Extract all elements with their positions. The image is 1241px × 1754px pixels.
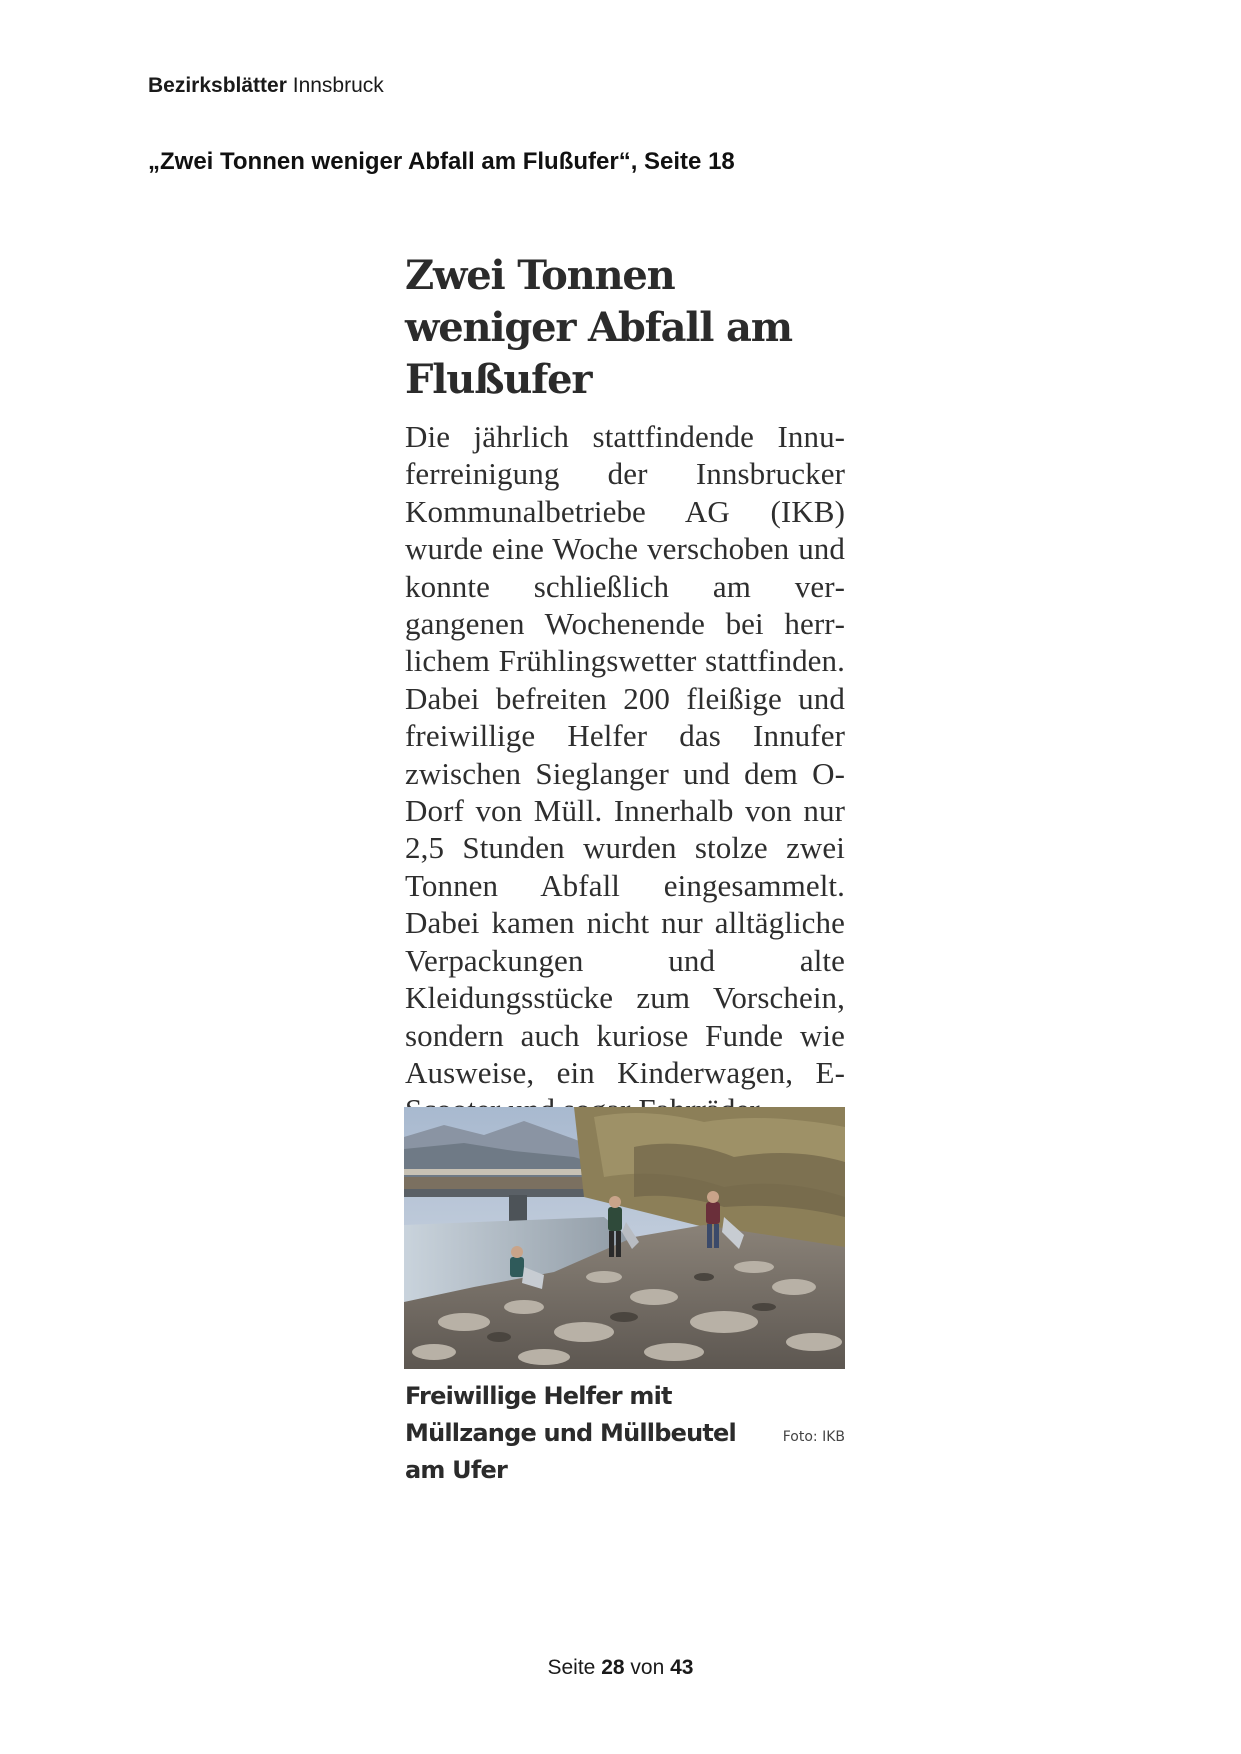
page-label: Seite — [547, 1656, 596, 1679]
publication-name: Bezirksblätter — [148, 74, 287, 97]
page-footer — [0, 1656, 1241, 1680]
current-page-number: 28 — [601, 1656, 625, 1679]
article-clipping — [405, 250, 845, 1129]
photo-caption-block — [405, 1378, 845, 1489]
photo-caption: Freiwillige Helfer mit Müllzange und Müllbeutel am Ufer — [405, 1382, 736, 1484]
page-separator: von — [630, 1656, 665, 1679]
photo-credit: Foto: IKB — [782, 1429, 845, 1445]
publication-header — [148, 74, 384, 98]
article-body: Die jährlich stattfindende Innuferreinigung der Innsbrucker Kommunalbetriebe AG (IKB) wurde eine Woche verschoben und konnte schließlich am vergangenen Wochenende bei herrlichem Frühlingswetter stattfinden. Dabei befreiten 200 fleißige und freiwillige Helfer das Innufer zwischen Sieglanger und dem O-Dorf von Müll. Innerhalb von nur 2,5 Stunden wurden stolze zwei Tonnen Abfall eingesammelt. Dabei kamen nicht nur alltägliche Verpackungen und alte Kleidungsstücke zum Vorschein, sondern auch kuriose Funde wie Ausweise, ein Kinderwagen, E- — [405, 419, 845, 1090]
article-title: Zwei Tonnen weniger Abfall am Flußufer — [405, 252, 792, 403]
article-photo — [404, 1107, 845, 1369]
publication-region: Innsbruck — [292, 74, 384, 97]
total-pages-number: 43 — [670, 1656, 694, 1679]
document-reference: „Zwei Tonnen weniger Abfall am Flußufer“, Seite 18 — [148, 148, 735, 175]
